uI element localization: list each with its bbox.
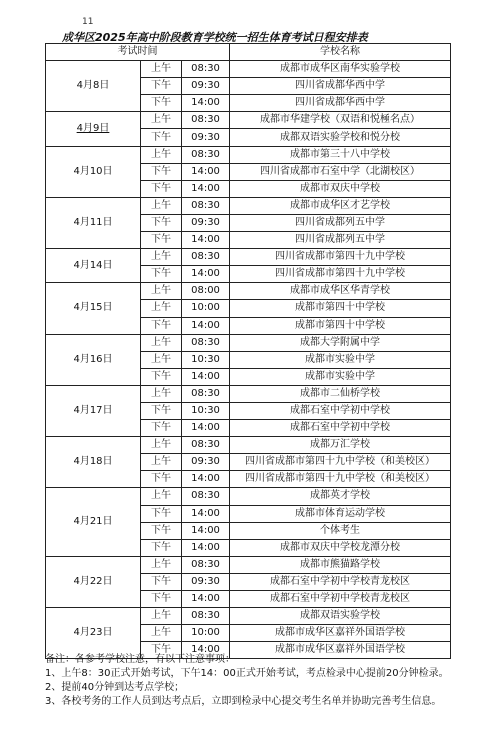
period-cell: 下午 (141, 317, 182, 334)
period-cell: 下午 (141, 539, 182, 556)
period-cell: 上午 (141, 625, 182, 642)
period-cell: 上午 (141, 385, 182, 402)
school-cell: 成都石室中学初中学校青龙校区 (230, 573, 451, 590)
time-cell: 08:30 (182, 334, 230, 351)
time-cell: 08:30 (182, 61, 230, 78)
period-cell: 下午 (141, 129, 182, 146)
period-cell: 上午 (141, 61, 182, 78)
time-cell: 08:00 (182, 283, 230, 300)
time-cell: 14:00 (182, 539, 230, 556)
table-row (46, 488, 451, 505)
period-cell: 下午 (141, 420, 182, 437)
school-cell: 四川省成都市第四十九中学校 (230, 249, 451, 266)
school-cell: 成都市成华区才艺学校 (230, 197, 451, 214)
table-row (46, 608, 451, 625)
period-cell: 下午 (141, 505, 182, 522)
school-cell: 成都市双庆中学校龙潭分校 (230, 539, 451, 556)
time-cell: 09:30 (182, 454, 230, 471)
table-row (46, 334, 451, 351)
school-cell: 成都万汇学校 (230, 437, 451, 454)
table-row (46, 112, 451, 129)
school-cell: 成都市华建学校（双语和悦極名点） (230, 112, 451, 129)
time-cell: 14:00 (182, 505, 230, 522)
date-cell: 4月16日 (46, 334, 141, 385)
time-cell: 08:30 (182, 437, 230, 454)
time-cell: 14:00 (182, 420, 230, 437)
school-cell: 成都市熊猫路学校 (230, 556, 451, 573)
table-row (46, 385, 451, 402)
time-cell: 14:00 (182, 232, 230, 249)
table-row (46, 197, 451, 214)
time-cell: 08:30 (182, 112, 230, 129)
school-cell: 成都市成华区嘉祥外国语学校 (230, 625, 451, 642)
period-cell: 下午 (141, 591, 182, 608)
period-cell: 下午 (141, 266, 182, 283)
note-item: 1、上午8：30正式开始考试，下午14：00正式开始考试，考点检录中心提前20分钟检录。 (45, 668, 449, 679)
school-cell: 成都市成华区嘉祥外国语学校 (230, 642, 451, 659)
period-cell: 上午 (141, 454, 182, 471)
school-cell: 四川省成都市第四十九中学校 (230, 266, 451, 283)
period-cell: 上午 (141, 351, 182, 368)
period-cell: 下午 (141, 522, 182, 539)
time-cell: 10:30 (182, 402, 230, 419)
period-cell: 上午 (141, 437, 182, 454)
header-school-name: 学校名称 (230, 44, 451, 61)
school-cell: 成都市成华区南华实验学校 (230, 61, 451, 78)
time-cell: 08:30 (182, 556, 230, 573)
date-cell: 4月15日 (46, 283, 141, 334)
time-cell: 14:00 (182, 95, 230, 112)
school-cell: 成都市第三十八中学校 (230, 146, 451, 163)
school-cell: 成都大学附属中学 (230, 334, 451, 351)
school-cell: 成都市双庆中学校 (230, 180, 451, 197)
time-cell: 09:30 (182, 214, 230, 231)
time-cell: 08:30 (182, 249, 230, 266)
date-cell: 4月22日 (46, 556, 141, 607)
school-cell: 四川省成都市石室中学（北湖校区） (230, 163, 451, 180)
school-cell: 四川省成都华西中学 (230, 95, 451, 112)
period-cell: 下午 (141, 471, 182, 488)
school-cell: 成都双语实验学校和悦分校 (230, 129, 451, 146)
period-cell: 上午 (141, 197, 182, 214)
time-cell: 14:00 (182, 317, 230, 334)
schedule-body (46, 61, 451, 659)
school-cell: 四川省成都市第四十九中学校（和美校区） (230, 454, 451, 471)
school-cell: 成都市第四十中学校 (230, 300, 451, 317)
time-cell: 10:00 (182, 300, 230, 317)
period-cell: 上午 (141, 300, 182, 317)
period-cell: 下午 (141, 214, 182, 231)
table-row (46, 556, 451, 573)
period-cell: 上午 (141, 283, 182, 300)
period-cell: 上午 (141, 334, 182, 351)
date-cell: 4月17日 (46, 385, 141, 436)
notes-section (45, 653, 495, 709)
note-item: 3、各校考务的工作人员到达考点后，立即到检录中心提交考生名单并协助完善考生信息。 (45, 696, 442, 707)
time-cell: 14:00 (182, 368, 230, 385)
time-cell: 14:00 (182, 471, 230, 488)
school-cell: 个体考生 (230, 522, 451, 539)
period-cell: 下午 (141, 95, 182, 112)
time-cell: 14:00 (182, 180, 230, 197)
period-cell: 下午 (141, 402, 182, 419)
school-cell: 成都市实验中学 (230, 368, 451, 385)
school-cell: 成都石室中学初中学校 (230, 420, 451, 437)
period-cell: 上午 (141, 556, 182, 573)
period-cell: 下午 (141, 368, 182, 385)
school-cell: 成都石室中学初中学校 (230, 402, 451, 419)
period-cell: 上午 (141, 112, 182, 129)
school-cell: 成都市成华区华青学校 (230, 283, 451, 300)
table-row (46, 146, 451, 163)
period-cell: 下午 (141, 232, 182, 249)
school-cell: 四川省成都华西中学 (230, 78, 451, 95)
time-cell: 08:30 (182, 608, 230, 625)
school-cell: 成都市体育运动学校 (230, 505, 451, 522)
time-cell: 14:00 (182, 522, 230, 539)
time-cell: 08:30 (182, 197, 230, 214)
period-cell: 上午 (141, 488, 182, 505)
date-cell: 4月23日 (46, 608, 141, 659)
period-cell: 下午 (141, 573, 182, 590)
time-cell: 08:30 (182, 488, 230, 505)
school-cell: 成都市第四十中学校 (230, 317, 451, 334)
period-cell: 下午 (141, 180, 182, 197)
schedule-table (45, 43, 451, 659)
school-cell: 四川省成都列五中学 (230, 232, 451, 249)
time-cell: 09:30 (182, 78, 230, 95)
date-cell: 4月21日 (46, 488, 141, 556)
time-cell: 08:30 (182, 146, 230, 163)
period-cell: 下午 (141, 78, 182, 95)
date-cell: 4月9日 (46, 112, 141, 146)
time-cell: 10:30 (182, 351, 230, 368)
date-cell: 4月18日 (46, 437, 141, 488)
time-cell: 14:00 (182, 591, 230, 608)
school-cell: 成都英才学校 (230, 488, 451, 505)
table-row (46, 283, 451, 300)
time-cell: 14:00 (182, 266, 230, 283)
note-item: 2、提前40分钟到达考点学校； (45, 682, 185, 693)
school-cell: 四川省成都列五中学 (230, 214, 451, 231)
time-cell: 14:00 (182, 642, 230, 659)
time-cell: 09:30 (182, 573, 230, 590)
document-title: 成华区2025年高中阶段教育学校统一招生体育考试日程安排表 (62, 31, 368, 44)
date-cell: 4月8日 (46, 61, 141, 112)
table-header-row (46, 44, 451, 61)
time-cell: 08:30 (182, 385, 230, 402)
page-number: 11 (82, 17, 94, 27)
date-cell: 4月14日 (46, 249, 141, 283)
time-cell: 14:00 (182, 163, 230, 180)
table-row (46, 437, 451, 454)
table-row (46, 61, 451, 78)
table-row (46, 249, 451, 266)
period-cell: 上午 (141, 146, 182, 163)
period-cell: 下午 (141, 642, 182, 659)
notes-heading: 备注：各参考学校注意，有以下注意事项： (45, 654, 235, 665)
school-cell: 四川省成都市第四十九中学校（和美校区） (230, 471, 451, 488)
school-cell: 成都市二仙桥学校 (230, 385, 451, 402)
school-cell: 成都双语实验学校 (230, 608, 451, 625)
time-cell: 09:30 (182, 129, 230, 146)
school-cell: 成都市实验中学 (230, 351, 451, 368)
period-cell: 上午 (141, 249, 182, 266)
time-cell: 10:00 (182, 625, 230, 642)
period-cell: 上午 (141, 608, 182, 625)
date-cell: 4月11日 (46, 197, 141, 248)
date-cell: 4月10日 (46, 146, 141, 197)
school-cell: 成都石室中学初中学校青龙校区 (230, 591, 451, 608)
header-exam-time: 考试时间 (46, 44, 230, 61)
period-cell: 下午 (141, 163, 182, 180)
